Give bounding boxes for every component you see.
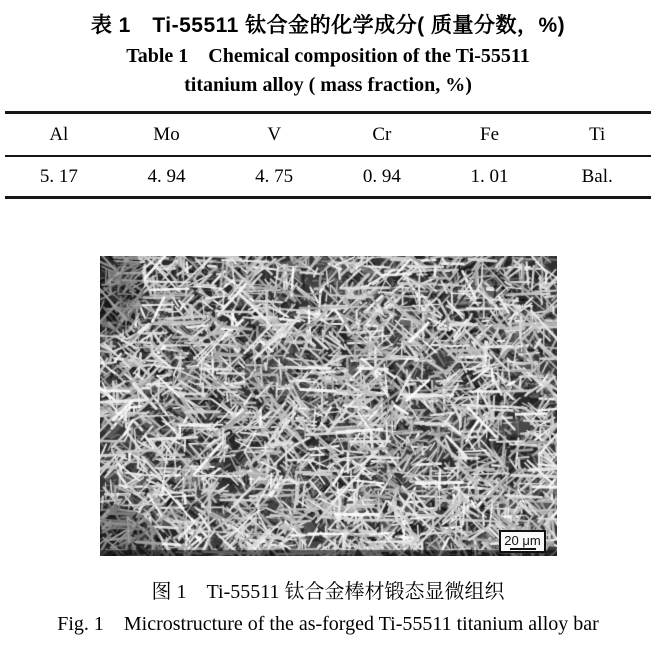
micrograph-canvas (100, 256, 557, 556)
scale-bar-label: 20 μm (504, 532, 541, 548)
table-title-en-line2: titanium alloy ( mass fraction, %) (184, 74, 472, 96)
table-title-zh: 表 1 Ti-55511 钛合金的化学成分( 质量分数，%) (90, 14, 566, 37)
table-title-en-line1: Table 1 Chemical composition of the Ti-55511 (126, 45, 530, 67)
scale-bar-box (499, 530, 546, 553)
table-header-cell-mo: Mo (153, 123, 180, 145)
table-header-cell-cr: Cr (372, 123, 392, 145)
table-value-cell-v: 4. 75 (255, 165, 294, 187)
table-header-cell-ti: Ti (589, 123, 606, 145)
scale-bar-line (510, 548, 536, 550)
figure-caption-en: Fig. 1 Microstructure of the as-forged Ti-55511 titanium alloy bar (57, 613, 599, 635)
figure-caption-zh: 图 1 Ti-55511 钛合金棒材锻态显微组织 (151, 581, 505, 603)
table-value-cell-mo: 4. 94 (147, 165, 186, 187)
table-header-cell-al: Al (49, 123, 69, 145)
table-value-cell-ti: Bal. (581, 165, 613, 187)
table-value-cell-cr: 0. 94 (362, 165, 401, 187)
table-bottom-rule (5, 196, 651, 199)
table-value-cell-al: 5. 17 (39, 165, 78, 187)
table-value-cell-fe: 1. 01 (470, 165, 509, 187)
table-header-row (5, 114, 651, 155)
table-header-cell-fe: Fe (480, 123, 500, 145)
table-value-row (5, 157, 651, 196)
micrograph-image (100, 256, 557, 556)
table-header-cell-v: V (267, 123, 282, 145)
